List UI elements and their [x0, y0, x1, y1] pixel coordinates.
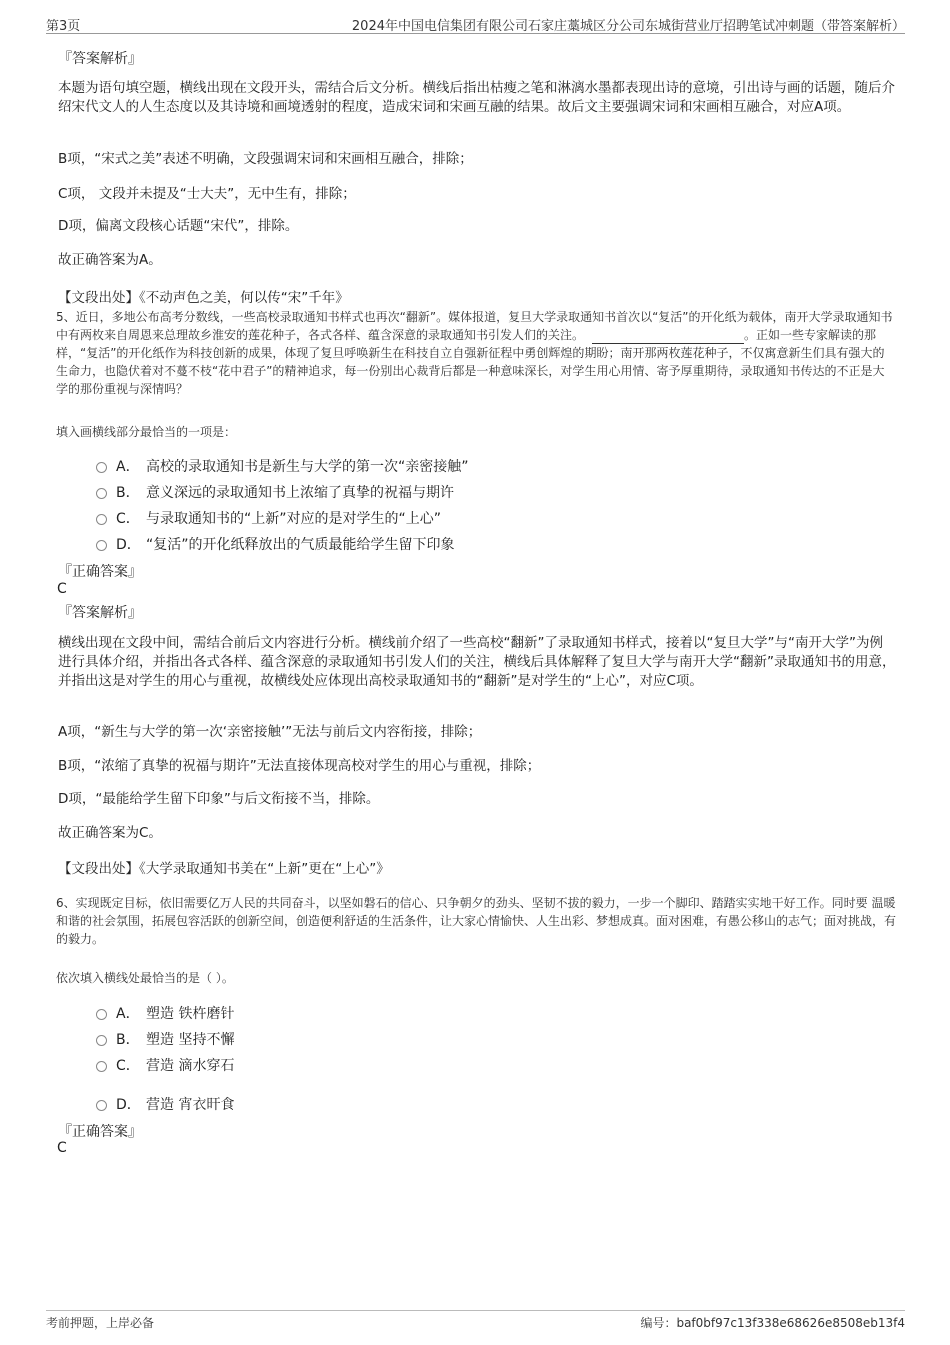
page-number: 第3页	[46, 19, 81, 34]
correct-answer-value: C	[57, 581, 67, 597]
option-letter: C．	[116, 511, 140, 527]
question-6-text: 6、实现既定目标，依旧需要亿万人民的共同奋斗，以坚如磐石的信心、只争朝夕的劲头、坚韧不拔的毅力，一步一个脚印、踏踏实实地干好工作。同时要 温暖和谐的社会氛围，拓展包容活跃的创新空间，创造便利舒适的生活条件，让大家心情愉快、人生出彩、梦想成真。面对困难，有愚公移山的志气；面对挑战，有 的毅力。	[56, 896, 897, 946]
option-c[interactable]	[96, 1055, 234, 1075]
radio-icon[interactable]	[96, 540, 107, 551]
analysis-option-d: D项，偏离文段核心话题“宋代”，排除。	[58, 218, 299, 234]
option-text: 与录取通知书的“上新”对应的是对学生的“上心”	[146, 511, 442, 527]
correct-answer-value: C	[57, 1140, 67, 1156]
footer-slogan: 考前押题，上岸必备	[46, 1316, 155, 1330]
option-letter: D．	[116, 1097, 141, 1113]
analysis-label: 『答案解析』	[58, 605, 142, 621]
option-c[interactable]	[96, 508, 441, 528]
analysis-option-d: D项，“最能给学生留下印象”与后文衔接不当，排除。	[58, 791, 380, 807]
answer-blank	[592, 331, 744, 344]
option-text: 营造 宵衣旰食	[146, 1097, 235, 1113]
passage-source: 【文段出处】《不动声色之美，何以传“宋”千年》	[58, 290, 349, 306]
radio-icon[interactable]	[96, 462, 107, 473]
correct-answer-label: 『正确答案』	[58, 564, 142, 580]
analysis-paragraph: 本题为语句填空题，横线出现在文段开头，需结合后文分析。横线后指出枯瘦之笔和淋漓水墨都表现出诗的意境，引出诗与画的话题，随后介绍宋代文人的人生态度以及其诗境和画境透射的程度，造成宋词和宋画互融的结果。故后文主要强调宋词和宋画相互融合，对应A项。	[58, 80, 895, 115]
conclusion: 故正确答案为C。	[58, 825, 162, 841]
footer-divider	[46, 1310, 905, 1311]
radio-icon[interactable]	[96, 1100, 107, 1111]
header-divider	[46, 33, 905, 34]
option-b[interactable]	[96, 1029, 234, 1049]
option-a[interactable]	[96, 456, 469, 476]
option-letter: A．	[116, 1006, 140, 1022]
option-letter: C．	[116, 1058, 140, 1074]
option-text: 营造 滴水穿石	[146, 1058, 235, 1074]
radio-icon[interactable]	[96, 1009, 107, 1020]
option-d[interactable]	[96, 534, 455, 554]
analysis-option-c: C项， 文段并未提及“士大夫”，无中生有，排除；	[58, 186, 356, 202]
option-b[interactable]	[96, 482, 454, 502]
option-text: 高校的录取通知书是新生与大学的第一次“亲密接触”	[146, 459, 469, 475]
analysis-label: 『答案解析』	[58, 51, 142, 67]
analysis-option-b: B项，“浓缩了真挚的祝福与期许”无法直接体现高校对学生的用心与重视，排除；	[58, 758, 541, 774]
passage-source: 【文段出处】《大学录取通知书美在“上新”更在“上心”》	[58, 861, 390, 877]
radio-icon[interactable]	[96, 514, 107, 525]
option-a[interactable]	[96, 1003, 234, 1023]
option-text: 塑造 坚持不懈	[146, 1032, 235, 1048]
option-text: 意义深远的录取通知书上浓缩了真挚的祝福与期许	[146, 485, 454, 501]
option-d[interactable]	[96, 1094, 234, 1114]
option-letter: D．	[116, 537, 141, 553]
option-letter: A．	[116, 459, 140, 475]
analysis-option-a: A项，“新生与大学的第一次‘亲密接触’”无法与前后文内容衔接，排除；	[58, 724, 482, 740]
option-letter: B．	[116, 1032, 140, 1048]
analysis-paragraph: 横线出现在文段中间，需结合前后文内容进行分析。横线前介绍了一些高校“翻新”了录取通知书样式，接着以“复旦大学”与“南开大学”为例进行具体介绍，并指出各式各样、蕴含深意的录取通知书引发人们的关注，横线后具体解释了复旦大学与南开大学“翻新”录取通知书的用意，并指出这是对学生的用心与重视，故横线处应体现出高校录取通知书的“翻新”是对学生的“上心”，对应C项。	[58, 635, 896, 689]
radio-icon[interactable]	[96, 1061, 107, 1072]
radio-icon[interactable]	[96, 488, 107, 499]
correct-answer-label: 『正确答案』	[58, 1124, 142, 1140]
question-5-text	[56, 308, 896, 398]
question-5-text-part2: 。正如一些专家解读的那样，“复活”的开化纸作为科技创新的成果，体现了复旦呼唤新生在科技自立自强新征程中勇创辉煌的期盼；南开那两枚莲花种子，不仅寓意新生们具有强大的生命力，也隐伏着对不蔓不枝“花中君子”的精神追求，每一份别出心裁背后都是一种意味深长，对学生用心用情、寄予厚重期待，录取通知书传达的不正是大学的那份重视与深情吗？	[56, 328, 885, 396]
question-5-text-part1: 5、近日，多地公布高考分数线，一些高校录取通知书样式也再次“翻新”。媒体报道，复旦大学录取通知书首次以“复活”的开化纸为载体，南开大学录取通知书中有两枚来自周恩来总理故乡淮安的莲花种子，各式各样、蕴含深意的录取通知书引发人们的关注。	[56, 310, 893, 342]
option-letter: B．	[116, 485, 140, 501]
document-title: 2024年中国电信集团有限公司石家庄藁城区分公司东城街营业厅招聘笔试冲刺题（带答案解析）	[351, 19, 905, 34]
conclusion: 故正确答案为A。	[58, 252, 162, 268]
option-text: “复活”的开化纸释放出的气质最能给学生留下印象	[146, 537, 455, 553]
option-text: 塑造 铁杵磨针	[146, 1006, 235, 1022]
question-5-prompt: 填入画横线部分最恰当的一项是：	[56, 425, 237, 439]
question-6-prompt: 依次填入横线处最恰当的是（ ）。	[56, 971, 234, 985]
radio-icon[interactable]	[96, 1035, 107, 1046]
document-id: 编号：baf0bf97c13f338e68626e8508eb13f4	[640, 1316, 905, 1330]
analysis-option-b: B项，“宋式之美”表述不明确，文段强调宋词和宋画相互融合，排除；	[58, 151, 473, 167]
